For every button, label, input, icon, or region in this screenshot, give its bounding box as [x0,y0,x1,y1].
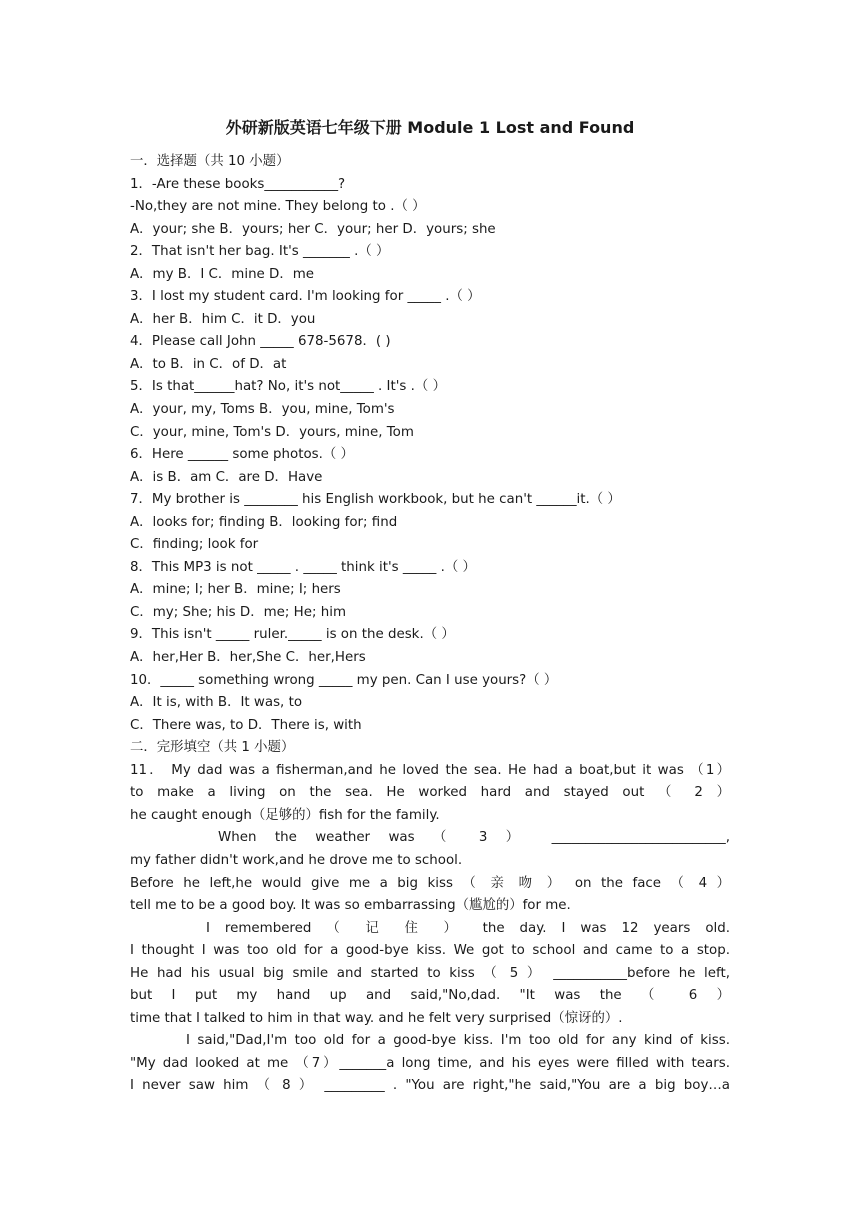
option-line: C．There was, to D．There is, with [130,717,362,733]
option-line: C．your, mine, Tom's D．yours, mine, Tom [130,424,414,440]
option-line: A．It is, with B．It was, to [130,695,303,711]
option-line: A．is B．am C．are D．Have [130,469,323,485]
passage-line: I thought I was too old for a good-bye kiss. We got to school and came to a stop. [130,943,730,959]
question-line: 5．Is that______hat? No, it's not_____ . It's .（ ） [130,379,446,395]
document-body [130,151,730,1098]
passage-line: I said,"Dad,I'm too old for a good-bye kiss. I'm too old for any kind of kiss. [186,1033,730,1049]
question-line: 1．-Are these books___________? [130,176,346,192]
section-heading: 二．完形填空（共 1 小题） [130,740,295,756]
passage-line: I never saw him （ 8 ） _________ . "You are right,"he said,"You are a big boy…a [130,1078,730,1094]
question-line: 9．This isn't _____ ruler._____ is on the desk.（ ） [130,627,455,643]
option-line: C．my; She; his D．me; He; him [130,604,346,620]
passage-line: time that I talked to him in that way. and he felt very surprised（惊讶的）. [130,1010,623,1026]
question-line: 10．_____ something wrong _____ my pen. Can I use yours?（ ） [130,672,558,688]
passage-line: Before he left,he would give me a big kiss （ 亲 吻 ） on the face （ 4 ） [130,875,730,891]
question-line: 2．That isn't her bag. It's _______ .（ ） [130,244,390,260]
passage-line: He had his usual big smile and started to kiss （ 5 ） ___________before he left, [130,965,730,981]
question-line: 3．I lost my student card. I'm looking for _____ .（ ） [130,289,481,305]
option-line: A．your, my, Toms B．you, mine, Tom's [130,402,395,418]
option-line: A．my B．I C．mine D．me [130,266,315,282]
passage-line: I remembered （ 记 住 ） the day. I was 12 years old. [206,920,730,936]
option-line: A．to B．in C．of D．at [130,356,287,372]
option-line: C．finding; look for [130,537,259,553]
page-title: 外研新版英语七年级下册 Module 1 Lost and Found [225,118,635,137]
question-line: 4．Please call John _____ 678-5678．( ) [130,334,391,350]
option-line: A．your; she B．yours; her C．your; her D．yours; she [130,221,496,237]
option-line: A．her,Her B．her,She C．her,Hers [130,650,366,666]
option-line: A．her B．him C．it D．you [130,311,316,327]
passage-line: my father didn't work,and he drove me to school. [130,852,463,868]
passage-line: When the weather was （ 3 ） __________________________, [218,830,730,846]
passage-line: 11． My dad was a fisherman,and he loved the sea. He had a boat,but it was （1） [130,762,730,778]
question-line: 8．This MP3 is not _____ . _____ think it's _____ .（ ） [130,559,476,575]
question-line: -No,they are not mine. They belong to .（ ） [130,199,426,215]
passage-line: tell me to be a good boy. It was so embarrassing（尴尬的）for me. [130,898,571,914]
question-line: 6．Here ______ some photos.（ ） [130,447,354,463]
passage-line: to make a living on the sea. He worked hard and stayed out （ 2 ） [130,785,730,801]
section-heading: 一．选择题（共 10 小题） [130,154,290,169]
passage-line: but I put my hand up and said,"No,dad. "It was the （ 6 ） [130,988,730,1004]
option-line: A．mine; I; her B．mine; I; hers [130,582,341,598]
question-line: 7．My brother is ________ his English workbook, but he can't ______it.（ ） [130,492,621,508]
passage-line: "My dad looked at me （7）_______a long time, and his eyes were filled with tears. [130,1055,730,1071]
passage-line: he caught enough（足够的）fish for the family. [130,807,440,823]
option-line: A．looks for; finding B．looking for; find [130,514,398,530]
